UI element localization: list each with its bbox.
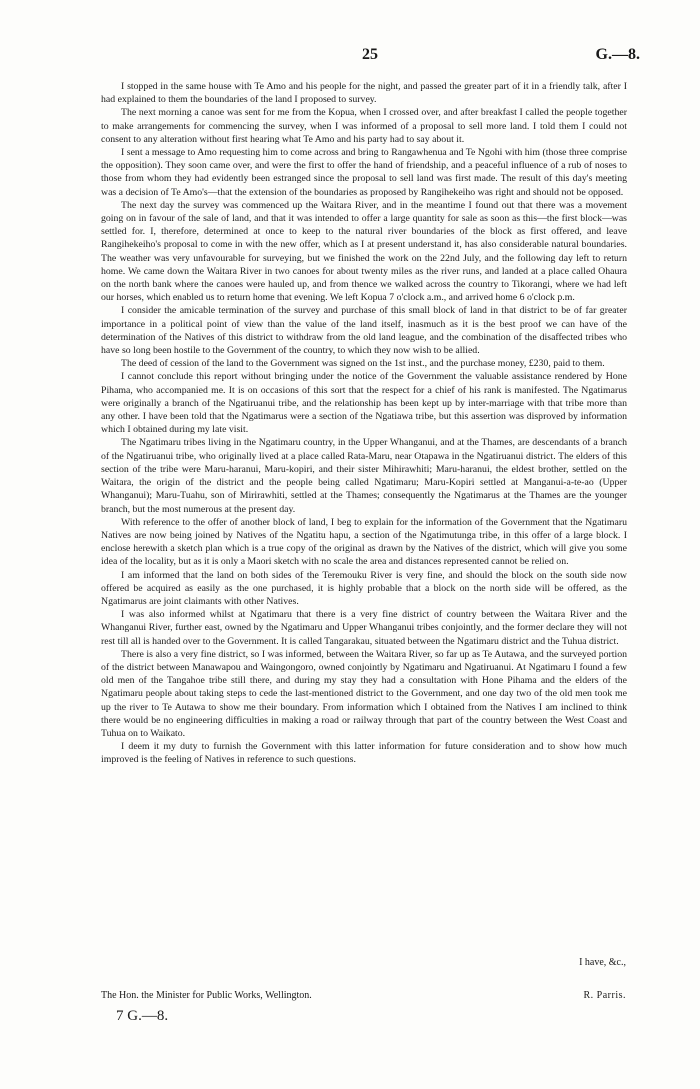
addressee: The Hon. the Minister for Public Works, Wellington. [101,990,312,1001]
paragraph: I sent a message to Amo requesting him to come across and bring to Rangawhenua and Te Ngohi with him (those three comprise the opposition). They soon came over, and were the first to offer the hand of friendship, and a peaceful influence of a rub of noses to those from whom they had evidently been estranged since the proposal to sell land was first made. The result of this day's meeting was a decision of Te Amo's—that the extension of the boundaries as proposed by Rangihekeiho was right and should not be opposed. [101,147,627,198]
document-reference: G.—8. [595,46,640,63]
paragraph: With reference to the offer of another block of land, I beg to explain for the information of the Government that the Ngatimaru Natives are now being joined by Natives of the Ngatitu hapu, a section of the Ngatimutunga tribe, in this offer of a large block. I enclose herewith a sketch plan which is a true copy of the original as drawn by the Natives of the district, which will give you some idea of the locality, but as it is only a Maori sketch with no scale the area and distances represented cannot be relied on. [101,516,627,568]
footer-reference: 7 G.—8. [116,1008,169,1024]
paragraph: I was also informed whilst at Ngatimaru that there is a very fine district of country between the Waitara River and the Whanganui River, further east, owned by the Ngatimaru and Upper Whanganui tribes conjointly, and the former declare they will not rest till all is handed over to the Government. It is called Tangarakau, situated between the Ngatimaru district and the Tuhua district. [101,609,627,647]
paragraph: I deem it my duty to furnish the Government with this latter information for future consideration and to show how much improved is the feeling of Natives in reference to such questions. [101,741,627,766]
paragraph: I am informed that the land on both sides of the Teremouku River is very fine, and should the block on the south side now offered be acquired as easily as the one purchased, it is highly probable that a block on the north side will be offered, as the Ngatimarus are joint claimants with other Natives. [101,569,627,607]
page-number: 25 [362,46,378,63]
paragraph: The Ngatimaru tribes living in the Ngatimaru country, in the Upper Whanganui, and at the Thames, are descendants of a branch of the Ngatiruanui tribe, who originally lived at a place called Rata-Maru, near Otapawa in the Ngatiruanui district. The elders of this section of the tribe were Maru-haranui, Maru-kopiri, and their sister Mihirawhiti; Maru-haranui, the eldest brother, settled on the Waitara, the origin of the district and the people being called Ngatimaru; Maru-Kopiri settled at Manganui-a-te-ao (Upper Whanganui); Maru-Tuahu, son of Mirirawhiti, settled at the Thames; consequently the Ngatimarus at the Thames are the younger branch, but the most numerous at the present day. [101,437,627,515]
paragraph: There is also a very fine district, so I was informed, between the Waitara River, so far up as Te Autawa, and the surveyed portion of the district between Manawapou and Waingongoro, owned conjointly by Ngatimaru and Ngatiruanui. At Ngatimaru I found a few old men of the Tangahoe tribe still there, and during my stay they had a consultation with Hone Pihama and the elders of the Ngatimaru people about taking steps to cede the last-mentioned district to the Government, and one day two of the old men took me up the river to Te Autawa to show me their boundary. From information which I obtained from the Natives I am inclined to think there would be no engineering difficulties in making a road or railway through that part of the country between the West Coast and Tuhua on to Waikato. [101,648,627,739]
closing-salutation: I have, &c., [579,957,626,968]
paragraph: The next day the survey was commenced up the Waitara River, and in the meantime I found out that there was a movement going on in favour of the sale of land, and that it was intended to offer a large quantity for sale as soon as this—the first block—was settled for. I, therefore, determined at once to keep to the natural river boundaries of the block as first offered, and leave Rangihekeiho's proposal to come in with the new offer, which as I at present understand it, has also considerable natural boundaries. The weather was very unfavourable for surveying, but we finished the work on the 22nd July, and the following day left to return home. We came down the Waitara River in two canoes for about twenty miles as the river runs, and landed at a place called Ohaura on the north bank where the canoes were hauled up, and from thence we walked across the country to Tikorangi, where we had left our horses, which enabled us to return home that evening. We left Kopua 7 o'clock a.m., and arrived home 6 o'clock p.m. [101,199,627,304]
paragraph: The deed of cession of the land to the Government was signed on the 1st inst., and the purchase money, £230, paid to them. [121,358,605,370]
paragraph: I stopped in the same house with Te Amo and his people for the night, and passed the greater part of it in a friendly talk, after I had explained to them the boundaries of the land I proposed to survey. [101,81,627,106]
page-header [100,46,640,68]
paragraph: I consider the amicable termination of the survey and purchase of this small block of land in that district to be of far greater importance in a political point of view than the value of the land itself, inasmuch as it is the best proof we can have of the determination of the Natives of this district to withdraw from the old land league, and the combination of the disaffected tribes who have so long been hostile to the Government of the country, to which they now wish to be allied. [101,305,627,357]
report-body [101,80,627,767]
signature: R. Parris. [583,990,626,1001]
paragraph: The next morning a canoe was sent for me from the Kopua, when I crossed over, and after breakfast I called the people together to make arrangements for commencing the survey, when I was informed of a proposal to sell more land. I told them I could not consent to any alteration without first hearing what Te Amo and his party had to say about it. [101,107,627,145]
paragraph: I cannot conclude this report without bringing under the notice of the Government the valuable assistance rendered by Hone Pihama, who accompanied me. It is on occasions of this sort that the respect for a chief of his rank is manifested. The Ngatimarus were originally a branch of the Ngatiruanui tribe, and the relationship has been kept up by inter-marriage with that tribe more than any other. I have been told that the Ngatimarus were a section of the Ngatiawa tribe, but this assertion was disproved by information which I obtained during my late visit. [101,371,627,436]
